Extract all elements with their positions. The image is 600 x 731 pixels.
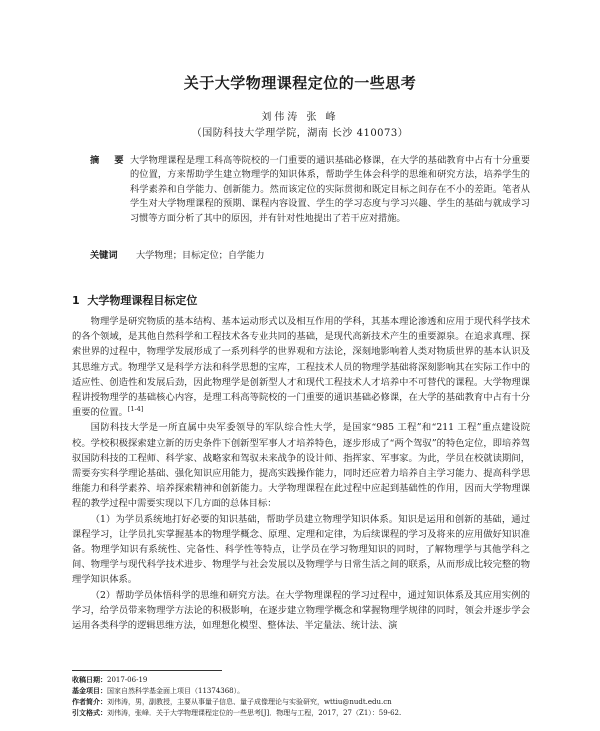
footnote-text: 2017-06-19: [107, 676, 148, 684]
abstract-text: 大学物理课程是理工科高等院校的一门重要的通识基础必修课，在大学的基础教育中占有十分重要的位置，方来帮助学生建立物理学的知识体系，帮助学生体会科学的思维和研究方法，培养学生的科学素养和自学能力、创新能力。然而该定位的实际贯彻和既定目标之间存在不小的差距。笔者从学生对大学物理课程的预期、课程内容设置、学生的学习态度与学习兴趣、学生的基础与就成学习习惯等方面分析了其中的原因，并有针对性地提出了若干应对措施。: [130, 155, 530, 224]
author-affiliation: （国防科技大学理学院，湖南 长沙 410073）: [191, 128, 409, 139]
footnotes: [72, 675, 542, 719]
abstract-label: 摘 要: [90, 155, 130, 166]
footnote-label: 引文格式：: [72, 709, 107, 717]
section-title: 大学物理课程目标定位: [87, 294, 198, 307]
section-heading: [72, 292, 197, 308]
footnote-divider: [72, 670, 222, 671]
paragraph-2: 国防科技大学是一所直属中央军委领导的军队综合性大学，是国家“985 工程”和“211 工程”重点建设院校。学校积极探索建立新的历史条件下创新型军事人才培养特色，逐步形成了“两个驾驭”的特色定位，即培养驾驭国防科技的工程师、科学家、战略家和驾驭未来战争的设计师、指挥家、军事家。为此，学员在校就读期间，需要夯实科学理论基础、强化知识应用能力，提高实践操作能力，同时还应着力培养自主学习能力、提高科学思维能力和科学素养、培养探索精神和创新能力。大学物理课程在此过程中应起到基础性的作用，因而大学物理课程的教学过程中需要实现以下几方面的总体目标：: [72, 422, 530, 510]
paragraph-1: [72, 314, 530, 420]
paragraph-1-text: 物理学是研究物质的基本结构、基本运动形式以及相互作用的学科，其基本理论渗透和应用于现代科学技术的各个领域，是其他自然科学和工程技术各专业共同的基础，是现代高新技术产生的重要源泉。在追求真理、探索世界的过程中，物理学发展形成了一系列科学的世界观和方法论，深刻地影响着人类对物质世界的基本认识及其思维方式。物理学又是科学方法和科学思想的宝库，工程技术人员的物理学基础将深刻影响其在实际工作中的适应性、创造性和发展后劲，因此物理学是创新型人才和现代工程技术人才培养中不可替代的课程。大学物理课程讲授物理学的基础核心内容，是理工科高等院校的一门重要的通识基础必修课，在大学的基础教育中占有十分重要的位置。: [72, 316, 530, 419]
paper-authors: 刘伟涛 张 峰: [261, 112, 339, 123]
footnote-label: 作者简介：: [72, 698, 107, 706]
keywords: [90, 249, 530, 263]
paragraph-3: （1）为学员系统地打好必要的知识基础，帮助学员建立物理学知识体系。知识是运用和创新的基础，通过课程学习，让学员扎实掌握基本的物理学概念、原理、定理和定律，为后续课程的学习及将来的应用做好知识准备。物理学知识有系统性、完备性、科学性等特点，让学员在学习物理知识的同时，了解物理学与其他学科之间、物理学与现代科学技术进步、物理学与社会发展以及物理学与日常生活之间的联系，从而形成比较完整的物理学知识体系。: [72, 513, 530, 586]
footnote-text: 刘伟涛，张峰．关于大学物理课程定位的一些思考[J]．物理与工程，2017，27（Z1）：59-62.: [107, 709, 402, 717]
section-number: 1: [72, 294, 80, 307]
footnote-label: 基金项目：: [72, 687, 107, 695]
footnote-label: 收稿日期：: [72, 676, 107, 684]
footnote-received: [72, 675, 542, 686]
body-text: [72, 314, 530, 633]
footnote-citation: [72, 708, 542, 719]
keywords-text: 大学物理；目标定位；自学能力: [136, 250, 265, 261]
keywords-label: 关键词: [90, 250, 118, 261]
citation-mark: [1-4]: [127, 405, 144, 414]
footnote-text: 国家自然科学基金面上项目（11374368）。: [107, 687, 245, 695]
abstract: [90, 154, 530, 226]
paragraph-4: （2）帮助学员体悟科学的思维和研究方法。在大学物理课程的学习过程中，通过知识体系及其应用实例的学习，给学员带来物理学方法论的积极影响，在逐步建立物理学概念和掌握物理学规律的同时，领会并逐步学会运用各类科学的逻辑思维方法，如理想化模型、整体法、半定量法、统计法、演: [72, 589, 530, 632]
footnote-text: 刘伟涛，男，副教授，主要从事量子信息、量子成像理论与实验研究，wttiu@nudt.edu.cn: [107, 698, 392, 706]
paper-title: 关于大学物理课程定位的一些思考: [183, 74, 417, 92]
footnote-author: [72, 697, 542, 708]
footnote-fund: [72, 686, 542, 697]
